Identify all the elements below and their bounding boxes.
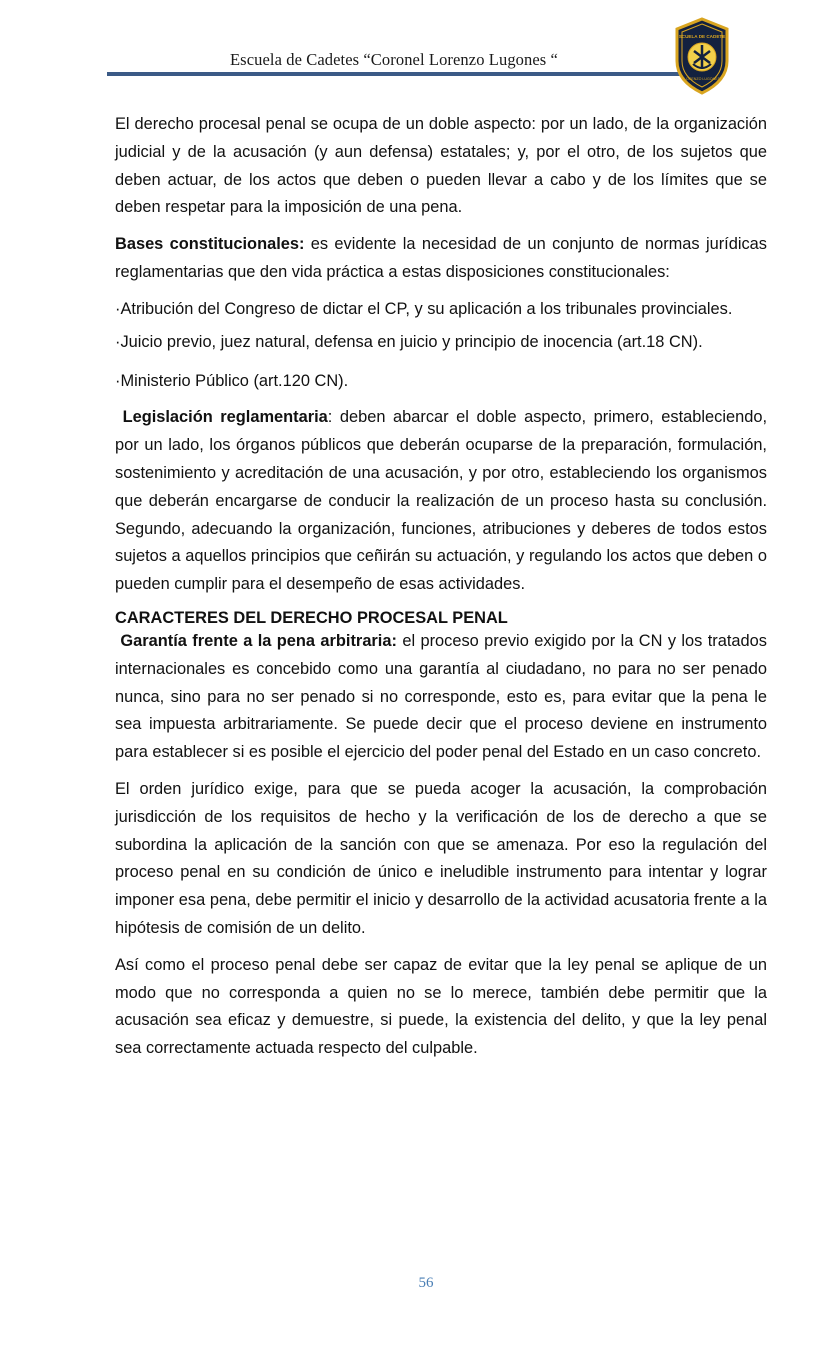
paragraph-asi: Así como el proceso penal debe ser capaz de evitar que la ley penal se aplique de un modo que no corresponda a quien no se lo merece, también debe permitir que la acusación sea eficaz y demuestre, si puede, la existencia del delito, y que la ley penal sea correctamente actuada respecto del culpable. (115, 955, 767, 1058)
logo-text-top: ESCUELA DE CADETES (675, 34, 729, 39)
legislacion-text: : deben abarcar el doble aspecto, primero, estableciendo, por un lado, los órganos públicos que deberán ocuparse de la preparación, formulación, sostenimiento y acreditación de una acusación, y por otro, estableciendo los organismos que deberán encargarse de conducir la realización de un proceso hasta su conclusión. Segundo, adecuando la organización, funciones, atribuciones y deberes de todos estos sujetos a aquellos principios que ceñirán su actuación, y regulando los actos que deben o pueden cumplir para el desempeño de esas actividades. (115, 408, 767, 594)
paragraph-intro: El derecho procesal penal se ocupa de un doble aspecto: por un lado, de la organización judicial y de la acusación (y aun defensa) estatales; y, por el otro, de los sujetos que deben actuar, de los actos que deben o pueden llevar a cabo y de los límites que se deben respetar para la imposición de una pena. (115, 115, 767, 217)
garantia-text: el proceso previo exigido por la CN y los tratados internacionales es concebido como una garantía al ciudadano, no para no ser penado nunca, sino para no ser penado si no corresponde, esto es, para evitar que la pena le sea impuesta arbitrariamente. Se puede decir que el proceso deviene en instrumento para establecer si es posible el ejercicio del poder penal del Estado en un caso concreto. (115, 631, 767, 762)
header-title: Escuela de Cadetes “Coronel Lorenzo Lugones “ (230, 50, 558, 69)
bases-label: Bases constitucionales: (115, 235, 305, 254)
page-number: 56 (418, 1275, 434, 1291)
school-logo-icon (671, 17, 733, 95)
legislacion-label: Legislación reglamentaria (122, 408, 328, 427)
page-header (0, 0, 828, 100)
bullet-item: ·Ministerio Público (art.120 CN). (115, 371, 349, 390)
page-content (115, 111, 767, 1072)
bullet-item: ·Atribución del Congreso de dictar el CP, y su aplicación a los tribunales provinciales. (115, 299, 733, 318)
section-heading: CARACTERES DEL DERECHO PROCESAL PENAL (115, 608, 508, 627)
bases-text: es evidente la necesidad de un conjunto de normas jurídicas reglamentarias que den vida práctica a estas disposiciones constitucionales: (115, 235, 767, 281)
logo-text-bottom: LORENZO LUGONES (684, 77, 720, 81)
garantia-label: Garantía frente a la pena arbitraria: (120, 631, 397, 650)
paragraph-garantia (115, 628, 767, 767)
bullet-item: ·Juicio previo, juez natural, defensa en juicio y principio de inocencia (art.18 CN). (115, 332, 703, 351)
header-rule (107, 72, 687, 76)
paragraph-orden: El orden jurídico exige, para que se pueda acoger la acusación, la comprobación jurisdicción de los requisitos de hecho y la verificación de los de derecho a que se subordina la aplicación de la sanción con que se amenaza. Por eso la regulación del proceso penal en su condición de único e ineludible instrumento para intentar y lograr imponer esa pena, debe permitir el inicio y desarrollo de la actividad acusatoria frente a la hipótesis de comisión de un delito. (115, 779, 767, 937)
paragraph-bases (115, 231, 767, 287)
paragraph-legislacion (115, 404, 767, 599)
